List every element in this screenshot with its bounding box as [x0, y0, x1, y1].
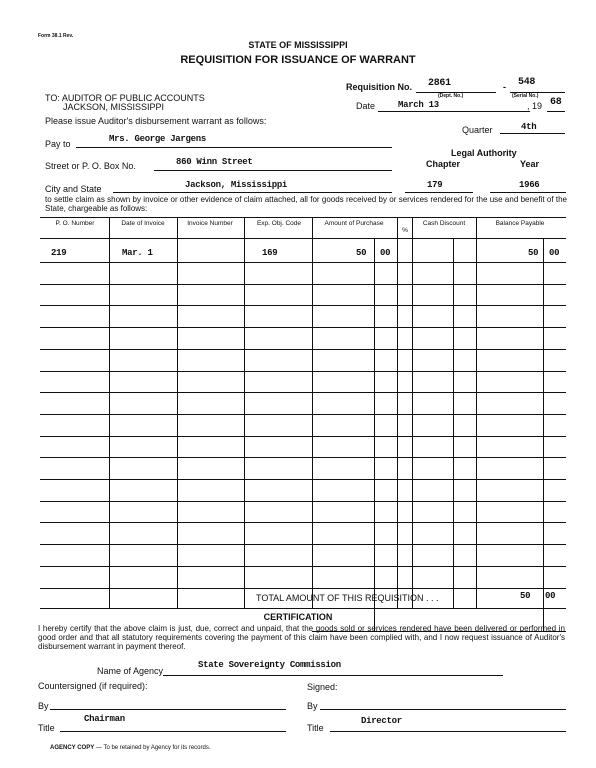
table-row-line	[40, 349, 566, 350]
quarter-value: 4th	[521, 122, 537, 132]
footer-text: — To be retained by Agency for its records.	[94, 745, 211, 751]
chapter-label: Chapter	[426, 159, 461, 169]
by-label-right: By	[307, 701, 318, 711]
date-label: Date	[356, 101, 376, 111]
dept-number: 2861	[428, 78, 451, 89]
row1-balance-dollars: 50	[528, 248, 539, 258]
year-label: Year	[520, 159, 540, 169]
table-row-line	[40, 392, 566, 393]
col-po-number: P. O. Number	[55, 220, 95, 227]
table-row-line	[40, 522, 566, 523]
total-cents: 00	[545, 591, 556, 601]
form-title: REQUISITION FOR ISSUANCE OF WARRANT	[180, 54, 416, 66]
table-row-line	[40, 457, 566, 458]
dept-caption: (Dept. No.)	[438, 93, 464, 99]
row1-date: Mar. 1	[122, 248, 153, 258]
table-row-line	[40, 479, 566, 480]
row1-balance-cents: 00	[549, 248, 560, 258]
year-value: 68	[550, 97, 562, 108]
city-label: City and State	[45, 184, 102, 194]
total-label: TOTAL AMOUNT OF THIS REQUISITION . . .	[256, 593, 439, 603]
serial-number: 548	[518, 77, 536, 88]
table-row-line	[40, 436, 566, 437]
year-prefix: , 19	[527, 101, 543, 111]
table-row-line	[40, 284, 566, 285]
pay-to-value: Mrs. George Jargens	[109, 134, 206, 144]
right-title-value: Director	[361, 716, 402, 726]
requisition-label: Requisition No.	[346, 82, 412, 92]
col-invoice-number: Invoice Number	[187, 220, 233, 227]
col-exp-obj-code: Exp. Obj. Code	[256, 220, 302, 227]
table-row-line	[40, 371, 566, 372]
table-row-line	[40, 544, 566, 545]
date-value: March 13	[398, 100, 439, 110]
serial-caption: (Serial No.)	[512, 93, 539, 99]
pay-to-label: Pay to	[45, 139, 71, 149]
agency-label: Name of Agency	[97, 666, 164, 676]
agency-value: State Sovereignty Commission	[198, 660, 341, 670]
certification-text: I hereby certify that the above claim is just, due, correct and unpaid, that the goods sold or services rendered have been delivered or performed in good order and that all statutory requirements covering the payment of this claim have been complied with, and I now request issuance of Auditor's disbursement warrant in payment thereof.	[38, 624, 565, 651]
certification-title: CERTIFICATION	[263, 612, 333, 622]
total-dollars: 50	[520, 591, 531, 601]
col-cash-discount: Cash Discount	[422, 220, 466, 227]
state-heading: STATE OF MISSISSIPPI	[248, 40, 348, 50]
title-label-left: Title	[38, 723, 55, 733]
footer-note	[50, 745, 211, 751]
table-row-line	[40, 566, 566, 567]
instruction-text: Please issue Auditor's disbursement warrant as follows:	[45, 116, 267, 126]
street-value: 860 Winn Street	[176, 157, 253, 167]
table-row-line	[40, 327, 566, 328]
col-percent: %	[402, 227, 408, 234]
form-number: Form 38.1 Rev.	[38, 33, 74, 39]
quarter-label: Quarter	[462, 125, 493, 135]
street-label: Street or P. O. Box No.	[45, 161, 136, 171]
row1-amount-cents: 00	[380, 248, 391, 258]
row1-po: 219	[51, 248, 67, 258]
by-label-left: By	[38, 701, 49, 711]
table-row-line	[40, 414, 566, 415]
city-value: Jackson, Mississippi	[185, 180, 288, 190]
footer-bold: AGENCY COPY	[50, 745, 95, 751]
legal-year-value: 1966	[519, 180, 540, 190]
addressee-line2: JACKSON, MISSISSIPPI	[63, 102, 165, 112]
row1-amount-dollars: 50	[356, 248, 367, 258]
chapter-value: 179	[427, 180, 443, 190]
col-date-invoice: Date of Invoice	[121, 220, 165, 227]
row1-exp-code: 169	[262, 248, 278, 258]
countersigned-label: Countersigned (if required):	[38, 681, 148, 691]
signed-label: Signed:	[307, 682, 338, 692]
title-label-right: Title	[307, 723, 324, 733]
table-row-line	[40, 588, 566, 589]
table-row-line	[40, 262, 566, 263]
addressee-line1: TO: AUDITOR OF PUBLIC ACCOUNTS	[45, 93, 205, 103]
left-title-value: Chairman	[84, 714, 125, 724]
table-row-line	[40, 501, 566, 502]
col-amount: Amount of Purchase	[324, 220, 384, 227]
table-row-line	[40, 305, 566, 306]
legal-authority-label: Legal Authority	[451, 148, 517, 158]
col-balance-payable: Balance Payable	[495, 220, 545, 227]
claim-text: to settle claim as shown by invoice or other evidence of claim attached, all for goods received by or services rendered for the use and benefit of the State, chargeable as follows:	[45, 195, 567, 213]
